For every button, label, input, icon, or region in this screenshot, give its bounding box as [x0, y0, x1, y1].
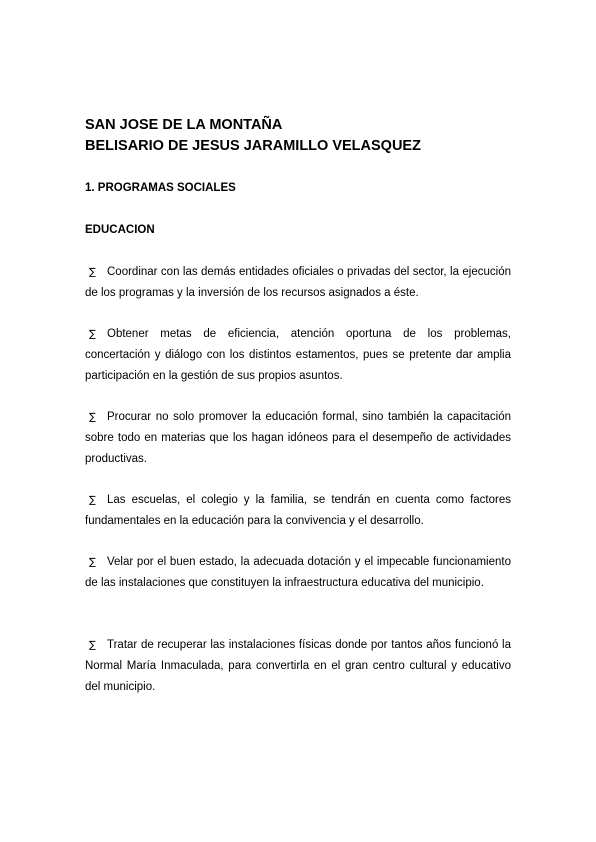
- list-item-text: Tratar de recuperar las instalaciones físicas donde por tantos años funcionó la Normal María Inmaculada, para convertirla en el gran centro cultural y educativo del municipio.: [85, 639, 511, 693]
- list-item: [85, 552, 511, 594]
- bullet-icon: ∑: [89, 640, 96, 651]
- section-subheading: EDUCACION: [85, 224, 155, 236]
- list-item: [85, 490, 511, 532]
- bullet-icon: ∑: [89, 412, 96, 423]
- bullet-icon: ∑: [89, 329, 96, 340]
- list-item-text: Coordinar con las demás entidades oficiales o privadas del sector, la ejecución de los programas y la inversión de los recursos asignados a éste.: [85, 266, 511, 299]
- list-item: [85, 407, 511, 470]
- bullet-icon: ∑: [89, 557, 96, 568]
- bullet-icon: ∑: [89, 267, 96, 278]
- list-item-text: Las escuelas, el colegio y la familia, se tendrán en cuenta como factores fundamentales en la educación para la convivencia y el desarrollo.: [85, 494, 511, 527]
- list-item: [85, 324, 511, 387]
- list-item: [85, 635, 511, 698]
- list-item-text: Obtener metas de eficiencia, atención oportuna de los problemas, concertación y diálogo con los distintos estamentos, pues se pretente dar amplia participación en la gestión de sus propios asuntos.: [85, 328, 511, 382]
- header-line-2: BELISARIO DE JESUS JARAMILLO VELASQUEZ: [85, 138, 421, 154]
- header-line-1: SAN JOSE DE LA MONTAÑA: [85, 117, 283, 133]
- list-item: [85, 262, 511, 304]
- list-item-text: Velar por el buen estado, la adecuada dotación y el impecable funcionamiento de las instalaciones que constituyen la infraestructura educativa del municipio.: [85, 556, 511, 589]
- list-item-text: Procurar no solo promover la educación formal, sino también la capacitación sobre todo en materias que los hagan idóneos para el desempeño de actividades productivas.: [85, 411, 511, 465]
- section-title: 1. PROGRAMAS SOCIALES: [85, 182, 236, 194]
- bullet-icon: ∑: [89, 495, 96, 506]
- document-page: [85, 115, 511, 693]
